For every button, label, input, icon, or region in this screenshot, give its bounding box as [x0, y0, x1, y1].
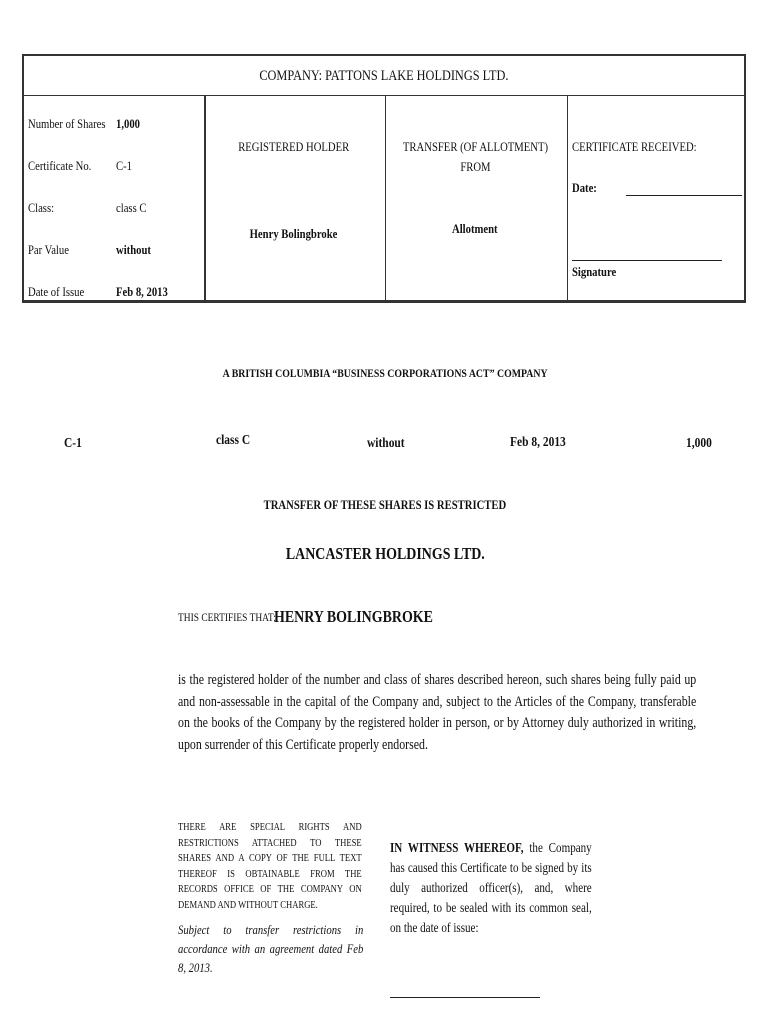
certificate-stub-table: [22, 54, 746, 303]
stub-label-par-value: Par Value: [28, 242, 69, 257]
stub-column-divider: [567, 95, 568, 300]
stub-column-divider: [204, 95, 206, 300]
share-class: class C: [216, 433, 251, 448]
stub-company-title: COMPANY: PATTONS LAKE HOLDINGS LTD.: [259, 68, 509, 84]
stub-value-certificate-no: C-1: [116, 158, 132, 173]
witness-lead: IN WITNESS WHEREOF,: [390, 840, 524, 855]
signature-line: [572, 260, 722, 261]
transfer-value: Allotment: [452, 221, 498, 236]
issue-date: Feb 8, 2013: [510, 435, 566, 450]
registered-holder-header: REGISTERED HOLDER: [238, 139, 350, 154]
subject-to-restrictions-note: Subject to transfer restrictions in accordance with an agreement dated Feb 8, 2013.: [178, 922, 364, 975]
par-value: without: [367, 436, 405, 451]
witness-statement: [390, 838, 592, 938]
stub-label-number-of-shares: Number of Shares: [28, 116, 106, 131]
stub-column-divider: [385, 95, 386, 300]
holder-name: HENRY BOLINGBROKE: [274, 607, 433, 626]
registered-holder-value: Henry Bolingbroke: [250, 226, 338, 241]
act-line: A BRITISH COLUMBIA “BUSINESS CORPORATIONS ACT” COMPANY: [222, 366, 548, 380]
stub-company-row: [24, 56, 744, 96]
stub-value-par-value: without: [116, 242, 151, 257]
transfer-header: TRANSFER (OF ALLOTMENT): [402, 139, 548, 154]
stub-label-certificate-no: Certificate No.: [28, 158, 92, 173]
number-of-shares: 1,000: [686, 436, 712, 451]
restriction-notice: TRANSFER OF THESE SHARES IS RESTRICTED: [263, 497, 507, 512]
certification-paragraph: is the registered holder of the number and class of shares described hereon, such shares being fully paid up and non-assessable in the capital of the Company and, subject to the Articles of the Company, transferable on the books of the Company by the registered holder in person, or by Attorney duly authorized in writing, upon surrender of this Certificate properly endorsed.: [178, 672, 697, 753]
witness-text: the Company has caused this Certificate to be signed by its duly authorized officer(s), and, where required, to be sealed with its common seal, on the date of issue:: [390, 840, 592, 935]
transfer-header-from: FROM: [459, 159, 491, 174]
stub-value-class: class C: [116, 200, 147, 215]
received-date-line: [626, 195, 742, 196]
special-rights-notice: THERE ARE SPECIAL RIGHTS AND RESTRICTIONS ATTACHED TO THESE SHARES AND A COPY OF THE FULL TEXT THEREOF IS OBTAINABLE FROM THE RECORDS OFFICE OF THE COMPANY ON DEMAND AND WITHOUT CHARGE.: [178, 822, 362, 911]
certifies-label: THIS CERTIFIES THAT:: [178, 612, 276, 624]
cert-number: C-1: [64, 436, 82, 451]
stub-value-date-of-issue: Feb 8, 2013: [116, 284, 168, 299]
stub-value-number-of-shares: 1,000: [116, 116, 140, 131]
stub-label-date-of-issue: Date of Issue: [28, 284, 85, 299]
company-name: LANCASTER HOLDINGS LTD.: [285, 544, 485, 563]
signature-label: Signature: [572, 264, 617, 279]
officer-signature-line: [390, 997, 540, 998]
certificate-received-header: CERTIFICATE RECEIVED:: [572, 139, 697, 154]
stub-label-class: Class:: [28, 200, 55, 215]
received-date-label: Date:: [572, 180, 597, 195]
